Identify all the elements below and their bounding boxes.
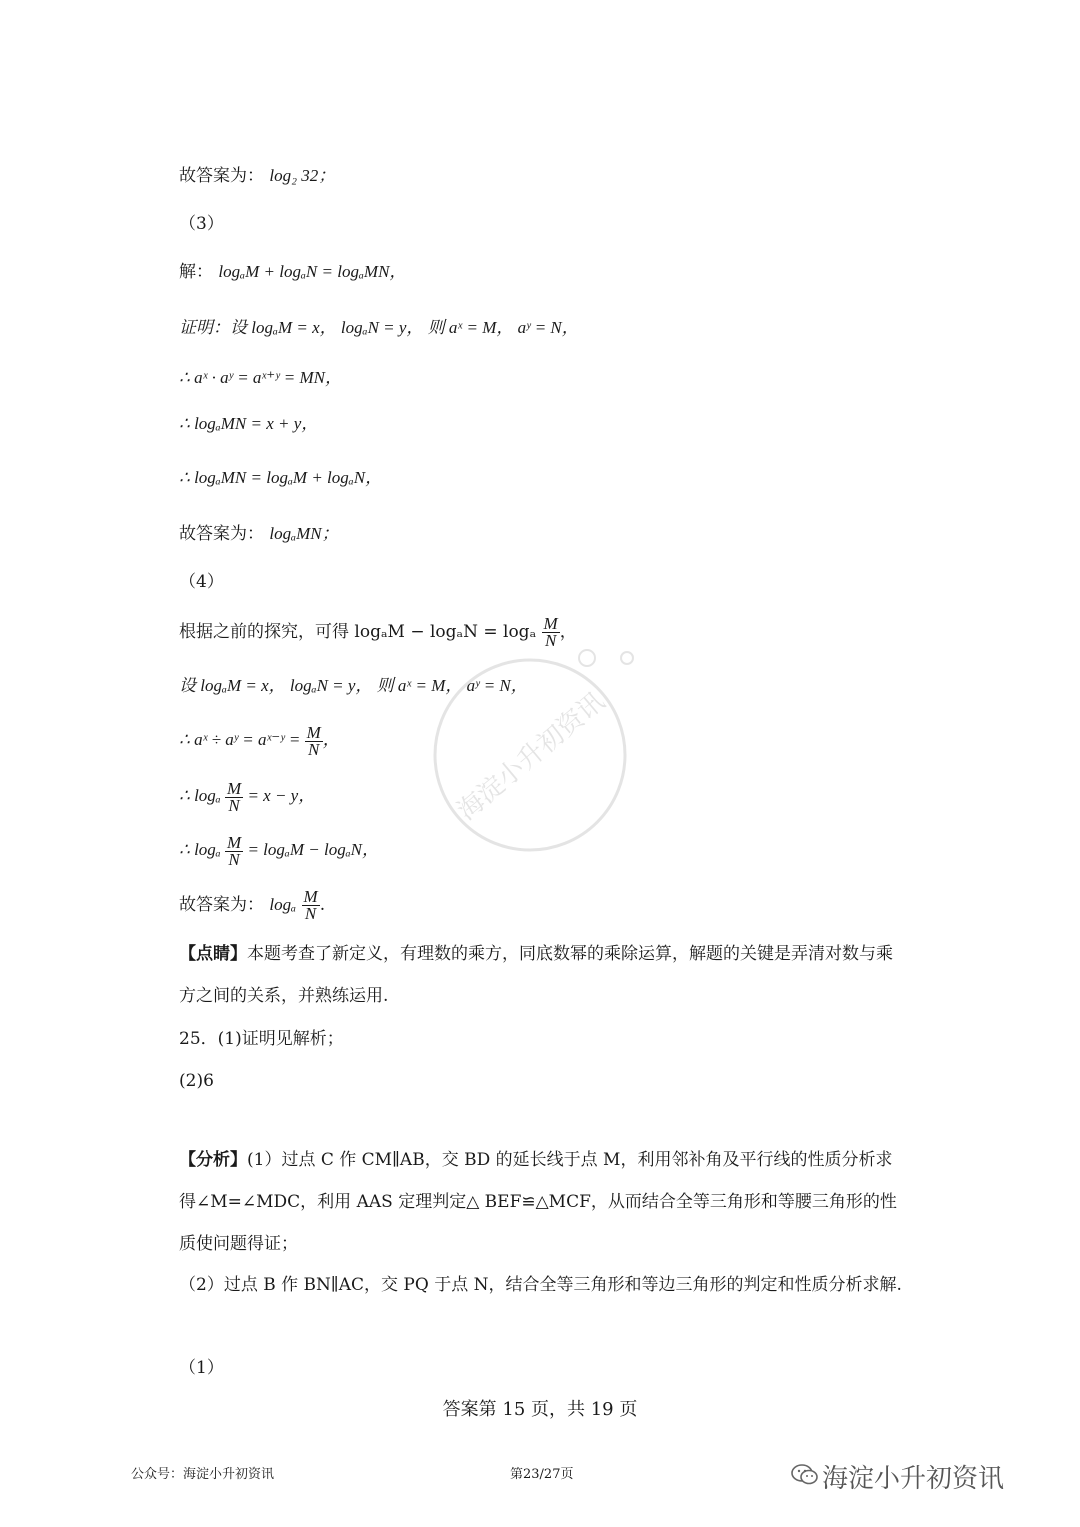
- brand-name: 海淀小升初资讯: [822, 1464, 1005, 1494]
- account-label: 公众号：海淀小升初资讯: [131, 1467, 275, 1482]
- fraction: $\frac{M}{N}$: [303, 887, 318, 923]
- derive-line: 根据之前的探究，可得 logₐM − logₐN = logₐ $\frac{M}{N}$ ，: [179, 614, 577, 650]
- q25-answer-2: (2)6: [179, 1071, 214, 1091]
- answer-label: 故答案为：: [179, 524, 264, 544]
- step-line-4: ∴ aˣ ÷ aʸ = aˣ⁻ʸ = $\frac{M}{N}$ ，: [179, 722, 340, 759]
- proof-line: 证明：设 logₐM = x， logₐN = y， 则 aˣ = M， aʸ = N，: [179, 318, 579, 337]
- assume-line: 设 logₐM = x， logₐN = y， 则 aˣ = M， aʸ = N，: [179, 676, 528, 695]
- watermark-text: 海淀小升初资讯: [451, 686, 611, 827]
- step-line-2: ∴ logₐMN = x + y，: [179, 414, 319, 433]
- answer-line-1: [179, 164, 335, 188]
- fraction: $\frac{M}{N}$: [227, 778, 242, 815]
- dianjing-text: 本题考查了新定义，有理数的乘方，同底数幂的乘除运算，解题的关键是弄清对数与乘方之间的关系，并熟练运用.: [179, 944, 893, 1006]
- step-line-1: ∴ aˣ · aʸ = aˣ⁺ʸ = MN，: [179, 368, 342, 387]
- analysis-paragraph: [179, 1139, 907, 1265]
- answer-math: log₂ 32；: [269, 166, 336, 185]
- analysis-part-2: （2）过点 B 作 BN∥AC，交 PQ 于点 N，结合全等三角形和等边三角形的判定和性质分析求解.: [179, 1275, 902, 1295]
- q25-answer-1: 25．(1)证明见解析；: [179, 1029, 344, 1049]
- part-3-label: （3）: [179, 214, 224, 234]
- fraction: $\frac{M}{N}$: [227, 832, 242, 869]
- wechat-icon: [790, 1462, 820, 1488]
- answer-line-3: 故答案为： logₐ $\frac{M}{N}$ .: [179, 887, 326, 923]
- fraction: $\frac{M}{N}$: [306, 722, 321, 759]
- step-line-3: ∴ logₐMN = logₐM + logₐN，: [179, 468, 383, 487]
- analysis-label: 【分析】: [179, 1150, 247, 1170]
- step-line-6: ∴ logₐ $\frac{M}{N}$ = logₐM − logₐN，: [179, 832, 380, 869]
- answer-line-2: [179, 522, 339, 546]
- page-number: 第23/27页: [510, 1467, 574, 1482]
- step-line-5: ∴ logₐ $\frac{M}{N}$ = x − y，: [179, 778, 316, 815]
- analysis-part-1: (1）过点 C 作 CM∥AB，交 BD 的延长线于点 M，利用邻补角及平行线的性质分析求得∠M=∠MDC，利用 AAS 定理判定△ BEF≌△MCF，从而结合全等三角形和等腰三角形的性质使问题得证；: [179, 1150, 897, 1254]
- part-4-label: （4）: [179, 572, 224, 592]
- answer-label: 故答案为：: [179, 166, 264, 186]
- page-footer: 答案第 15 页，共 19 页: [442, 1399, 638, 1420]
- solution-label: 解：: [179, 262, 213, 282]
- dianjing-paragraph: [179, 933, 907, 1017]
- part-1-label: （1）: [179, 1358, 224, 1378]
- dianjing-label: 【点睛】: [179, 944, 247, 964]
- answer-math: logₐMN；: [269, 524, 339, 543]
- solution-math: logₐM + logₐN = logₐMN，: [218, 262, 407, 281]
- fraction: $\frac{M}{N}$: [543, 614, 558, 650]
- derive-text: 根据之前的探究，可得 logₐM − logₐN = logₐ: [179, 622, 537, 642]
- solution-line: [179, 260, 406, 284]
